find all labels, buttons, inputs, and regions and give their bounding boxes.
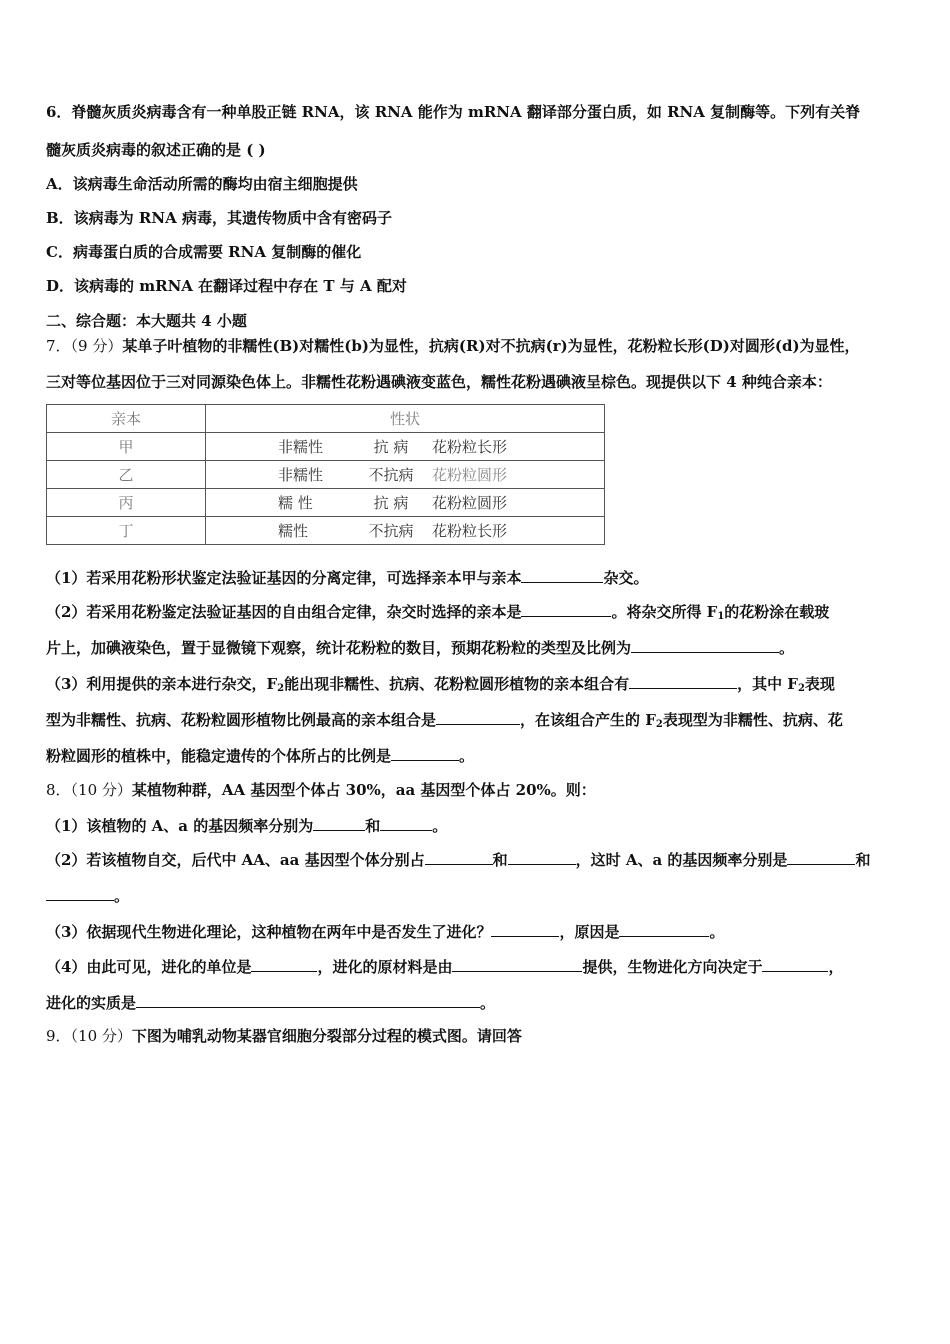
trait-disease: 抗 病 [373, 438, 409, 456]
q8-part3-text: （3）依据现代生物进化理论，这种植物在两年中是否发生了进化？ [46, 923, 492, 941]
trait-waxy: 非糯性 [278, 438, 324, 456]
q8-part3-end: 。 [709, 923, 725, 941]
q6-stem-line2: 髓灰质炎病毒的叙述正确的是 ( ) [46, 141, 266, 159]
q7-stem-line2: 三对等位基因位于三对同源染色体上。非糯性花粉遇碘液变蓝色，糯性花粉遇碘液呈棕色。现提供以下 4 种纯合亲本： [46, 373, 832, 391]
header-traits: 性状 [206, 405, 605, 433]
q7-part2-end: 。 [779, 639, 795, 657]
answer-blank[interactable] [425, 848, 493, 865]
section-heading: 二、综合题：本大题共 4 小题 [46, 312, 247, 330]
answer-blank[interactable] [521, 600, 611, 617]
q7-part3-end: 。 [459, 747, 475, 765]
parents-table [46, 404, 605, 545]
q8-part1-and: 和 [365, 817, 381, 835]
answer-blank[interactable] [251, 955, 317, 972]
q7-part1-end: 杂交。 [603, 569, 649, 587]
q8-stem [46, 780, 916, 800]
parent-name: 乙 [47, 461, 206, 489]
q7-part3-text: （3）利用提供的亲本进行杂交，F [46, 675, 278, 693]
q7-part2-text-c: 的花粉涂在载玻 [724, 603, 830, 621]
answer-blank[interactable] [631, 636, 779, 653]
q7-part3-text-d: 表现 [804, 675, 835, 693]
q9-number: 9．（10 分） [46, 1027, 132, 1045]
answer-blank[interactable] [491, 920, 559, 937]
q7-part2-text-b: 。将杂交所得 F [611, 603, 718, 621]
q8-part2-line1 [46, 848, 916, 870]
answer-blank[interactable] [787, 848, 855, 865]
q8-part2-text-c: ，这时 A、a 的基因频率分别是 [575, 851, 788, 869]
q8-part4-line2 [46, 991, 916, 1013]
table-row [47, 433, 605, 461]
header-parent: 亲本 [47, 405, 206, 433]
q8-stem-text: 某植物种群，AA 基因型个体占 30%，aa 基因型个体占 20%。则： [131, 781, 596, 799]
q7-part2-line1 [46, 600, 916, 627]
parent-name: 甲 [47, 433, 206, 461]
trait-disease: 抗 病 [373, 494, 409, 512]
answer-blank[interactable] [391, 744, 459, 761]
q7-part3-text-e: 型为非糯性、抗病、花粉粒圆形植物比例最高的亲本组合是 [46, 711, 437, 729]
q8-part2-line2 [46, 884, 916, 906]
parent-traits [206, 433, 605, 461]
trait-waxy: 糯性 [278, 522, 309, 540]
trait-pollen: 花粉粒长形 [432, 522, 508, 540]
answer-blank[interactable] [436, 708, 520, 725]
q8-part3 [46, 920, 916, 942]
q7-number: 7．（9 分） [46, 337, 123, 355]
subscript: 1 [717, 611, 725, 622]
q8-part3-text-b: ，原因是 [559, 923, 620, 941]
q6-option-b: B．该病毒为 RNA 病毒，其遗传物质中含有密码子 [46, 209, 392, 227]
q7-part3-text-h: 粉粒圆形的植株中，能稳定遗传的个体所占的比例是 [46, 747, 392, 765]
q7-part3-line2 [46, 708, 916, 735]
q8-part4-line1 [46, 955, 916, 977]
parent-name: 丁 [47, 517, 206, 545]
answer-blank[interactable] [521, 566, 603, 583]
q8-part1-end: 。 [432, 817, 448, 835]
q8-part4-text-c: 提供，生物进化方向决定于 [582, 958, 763, 976]
parent-traits [206, 489, 605, 517]
q7-part3-text-c: ，其中 F [737, 675, 798, 693]
table-row [47, 461, 605, 489]
q6-option-c: C．病毒蛋白质的合成需要 RNA 复制酶的催化 [46, 243, 362, 261]
q7-part3-line3 [46, 744, 916, 766]
answer-blank[interactable] [619, 920, 709, 937]
q6-stem-line1: 6．脊髓灰质炎病毒含有一种单股正链 RNA，该 RNA 能作为 mRNA 翻译部分蛋白质，如 RNA 复制酶等。下列有关脊 [46, 103, 861, 121]
q8-part4-end: 。 [480, 994, 496, 1012]
trait-waxy: 非糯性 [278, 466, 324, 484]
subscript: 2 [797, 683, 805, 694]
q7-part3-text-f: ，在该组合产生的 F [520, 711, 656, 729]
q8-part1 [46, 814, 916, 836]
q8-part4-text: （4）由此可见，进化的单位是 [46, 958, 252, 976]
q9-stem [46, 1026, 916, 1046]
q8-part4-comma: ， [828, 958, 844, 976]
q8-part2-text: （2）若该植物自交，后代中 AA、aa 基因型个体分别占 [46, 851, 425, 869]
answer-blank[interactable] [762, 955, 828, 972]
q9-stem-text: 下图为哺乳动物某器官细胞分裂部分过程的模式图。请回答 [131, 1027, 522, 1045]
q7-part3-text-b: 能出现非糯性、抗病、花粉粒圆形植物的亲本组合有 [284, 675, 630, 693]
q7-stem-text: 某单子叶植物的非糯性(B)对糯性(b)为显性，抗病(R)对不抗病(r)为显性，花粉粒长形(D)对圆形(d)为显性， [122, 337, 860, 355]
subscript: 2 [655, 719, 663, 730]
q7-part2-line2 [46, 636, 916, 658]
q6-option-d: D．该病毒的 mRNA 在翻译过程中存在 T 与 A 配对 [46, 277, 407, 295]
answer-blank[interactable] [452, 955, 582, 972]
answer-blank[interactable] [46, 884, 114, 901]
q6-option-a: A．该病毒生命活动所需的酶均由宿主细胞提供 [46, 175, 358, 193]
trait-disease: 不抗病 [368, 466, 414, 484]
answer-blank[interactable] [136, 991, 480, 1008]
q8-part2-end: 。 [114, 887, 130, 905]
parent-traits [206, 517, 605, 545]
table-row [47, 517, 605, 545]
q8-part4-text-e: 进化的实质是 [46, 994, 137, 1012]
q8-part1-text: （1）该植物的 A、a 的基因频率分别为 [46, 817, 314, 835]
q7-part3-text-g: 表现型为非糯性、抗病、花 [662, 711, 843, 729]
answer-blank[interactable] [629, 672, 737, 689]
answer-blank[interactable] [508, 848, 576, 865]
q7-part3-line1 [46, 672, 916, 699]
parent-name: 丙 [47, 489, 206, 517]
q8-number: 8．（10 分） [46, 781, 132, 799]
parent-traits [206, 461, 605, 489]
answer-blank[interactable] [313, 814, 365, 831]
answer-blank[interactable] [380, 814, 432, 831]
trait-disease: 不抗病 [368, 522, 414, 540]
q7-part1-text: （1）若采用花粉形状鉴定法验证基因的分离定律，可选择亲本甲与亲本 [46, 569, 522, 587]
q7-stem-line1 [46, 336, 916, 356]
q7-part2-text: （2）若采用花粉鉴定法验证基因的自由组合定律，杂交时选择的亲本是 [46, 603, 522, 621]
q8-part2-and: 和 [492, 851, 508, 869]
table-row [47, 489, 605, 517]
q7-part1 [46, 566, 916, 588]
table-header-row [47, 405, 605, 433]
subscript: 2 [277, 683, 285, 694]
trait-pollen: 花粉粒圆形 [432, 466, 508, 484]
trait-pollen: 花粉粒圆形 [432, 494, 508, 512]
q7-part2-text-d: 片上，加碘液染色，置于显微镜下观察，统计花粉粒的数目，预期花粉粒的类型及比例为 [46, 639, 632, 657]
trait-waxy: 糯 性 [278, 494, 313, 512]
q8-part2-and2: 和 [855, 851, 871, 869]
trait-pollen: 花粉粒长形 [432, 438, 508, 456]
q8-part4-text-b: ，进化的原材料是由 [317, 958, 453, 976]
